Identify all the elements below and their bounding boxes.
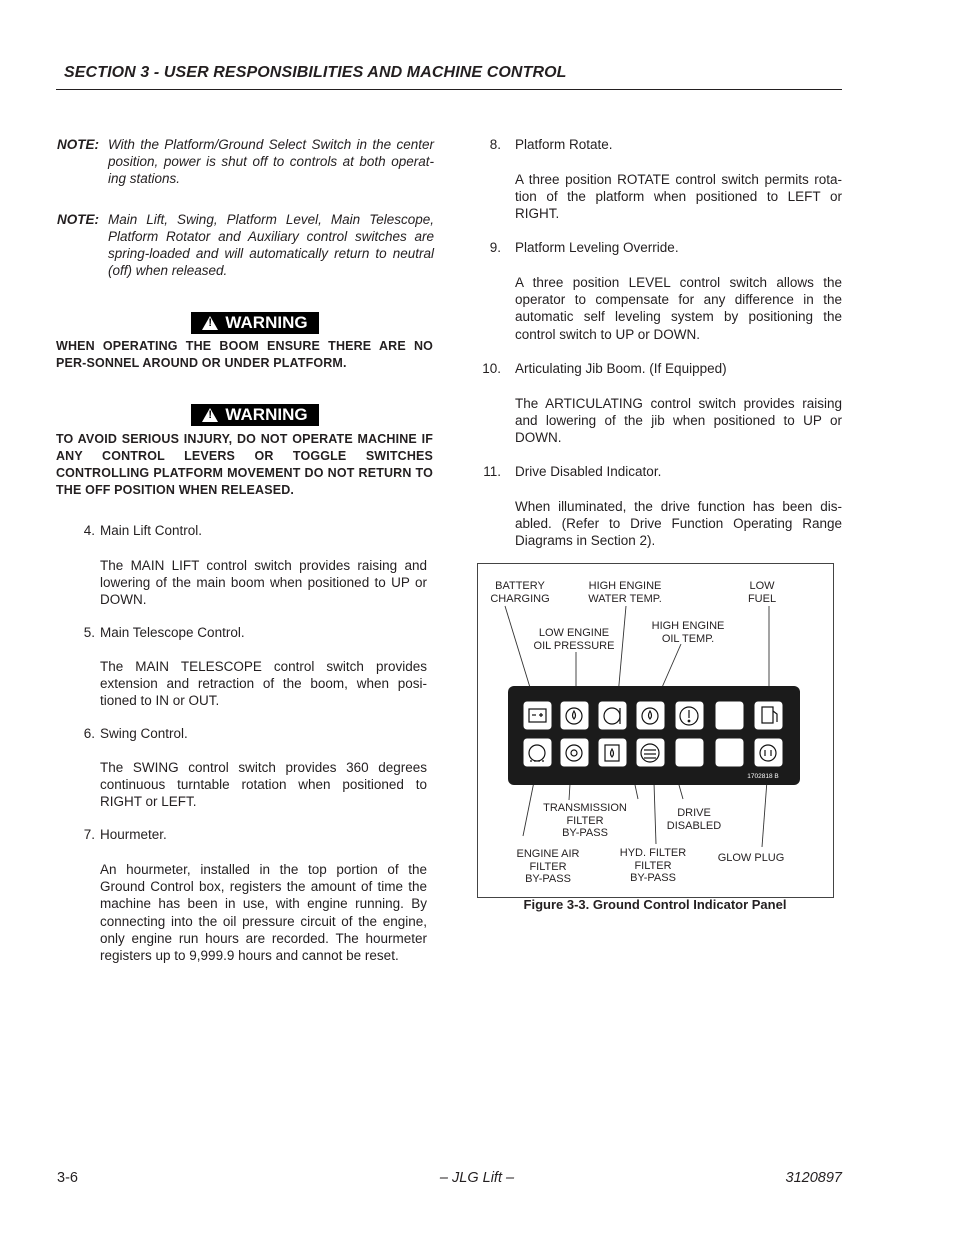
label-engine-air-filter: ENGINE AIR FILTER BY-PASS (516, 848, 580, 885)
note-label: NOTE: (57, 137, 99, 152)
item-number: 11. (483, 464, 501, 479)
list-item (75, 725, 435, 815)
item-description: The SWING control switch provides 360 degrees continuous turntable rotation when positioned to RIGHT or LEFT. (100, 760, 427, 810)
label-hyd-filter: HYD. FILTER FILTER BY-PASS (619, 847, 687, 884)
warning-badge-label: WARNING (225, 405, 308, 424)
item-title: Main Telescope Control. (100, 625, 245, 640)
item-description: A three position LEVEL control switch allows the operator to compensate for any difference in the automatic self leveling system by positioning the control switch to UP or DOWN. (515, 275, 842, 342)
list-item (482, 239, 842, 349)
note-2 (57, 211, 437, 281)
warning-badge (191, 404, 319, 426)
warning-text: TO AVOID SERIOUS INJURY, DO NOT OPERATE MACHINE IF ANY CONTROL LEVERS OR TOGGLE SWITCHES CONTROLLING PLATFORM MOVEMENT DO NOT RETURN TO THE OFF POSITION WHEN RELEASED. (56, 432, 433, 497)
item-number: 7. (83, 827, 95, 842)
label-drive-disabled: DRIVE DISABLED (666, 807, 722, 832)
item-description: A three position ROTATE control switch permits rota-tion of the platform when positioned to LEFT or RIGHT. (515, 172, 842, 222)
item-number: 9. (489, 240, 501, 255)
warning-triangle-icon: ! (202, 408, 218, 422)
item-number: 4. (83, 523, 95, 538)
label-glow-plug: GLOW PLUG (717, 852, 785, 864)
note-text: With the Platform/Ground Select Switch in the center position, power is shut off to controls at both operat-ing stations. (108, 137, 434, 186)
item-title: Drive Disabled Indicator. (515, 464, 662, 479)
warning-badge (191, 312, 319, 334)
item-title: Main Lift Control. (100, 523, 203, 538)
item-title: Platform Leveling Override. (515, 240, 679, 255)
label-low-fuel: LOW FUEL (747, 580, 777, 605)
item-description: The MAIN LIFT control switch provides raising and lowering of the main boom when positioned to UP or DOWN. (100, 558, 427, 608)
list-item (75, 826, 435, 986)
figure-caption: Figure 3-3. Ground Control Indicator Panel (523, 897, 787, 912)
item-description: The ARTICULATING control switch provides raising and lowering of the jib when positioned to UP or DOWN. (515, 396, 842, 446)
item-title: Hourmeter. (100, 827, 167, 842)
indicator-panel-figure (477, 563, 834, 898)
list-item (482, 136, 842, 231)
header-rule (56, 89, 842, 90)
item-number: 6. (83, 726, 95, 741)
label-battery-charging: BATTERY CHARGING (490, 580, 550, 605)
note-text: Main Lift, Swing, Platform Level, Main Telescope, Platform Rotator and Auxiliary control switches are spring-loaded and will automatically return to neutral (off) when released. (108, 212, 434, 278)
item-title: Platform Rotate. (515, 137, 613, 152)
warning-badge-label: WARNING (225, 313, 308, 332)
section-header: SECTION 3 - USER RESPONSIBILITIES AND MACHINE CONTROL (64, 64, 567, 81)
list-item (482, 463, 842, 558)
label-oil-pressure: LOW ENGINE OIL PRESSURE (533, 627, 615, 652)
footer-center: – JLG Lift – (439, 1170, 515, 1186)
panel-code: 1702818 B (747, 773, 779, 780)
label-oil-temp: HIGH ENGINE OIL TEMP. (651, 620, 725, 645)
list-item (75, 624, 435, 714)
item-number: 10. (482, 361, 501, 376)
list-item (75, 522, 435, 612)
item-description: An hourmeter, installed in the top portion of the Ground Control box, registers the amount of time the machine has been in use, with engine running. By connecting into the oil pressure circuit of the engine, only engine run hours are recorded. The hourmeter registers up to 9,999.9 hours and cannot be reset. (100, 862, 427, 964)
label-transmission-filter: TRANSMISSION FILTER BY-PASS (543, 802, 627, 839)
list-item (482, 360, 842, 455)
label-water-temp: HIGH ENGINE WATER TEMP. (588, 580, 662, 605)
item-number: 5. (83, 625, 95, 640)
item-description: The MAIN TELESCOPE control switch provides extension and retraction of the boom, when posi-tioned to IN or OUT. (100, 659, 427, 709)
note-1 (57, 136, 437, 188)
item-description: When illuminated, the drive function has been dis-abled. (Refer to Drive Function Operating Range Diagrams in Section 2). (515, 499, 842, 549)
page-number: 3-6 (57, 1170, 78, 1186)
item-number: 8. (489, 137, 501, 152)
warning-text: WHEN OPERATING THE BOOM ENSURE THERE ARE NO PER-SONNEL AROUND OR UNDER PLATFORM. (56, 339, 433, 370)
indicator-panel (508, 686, 800, 785)
warning-triangle-icon: ! (202, 316, 218, 330)
item-title: Articulating Jib Boom. (If Equipped) (515, 361, 727, 376)
item-title: Swing Control. (100, 726, 188, 741)
note-label: NOTE: (57, 212, 99, 227)
document-number: 3120897 (785, 1170, 842, 1186)
